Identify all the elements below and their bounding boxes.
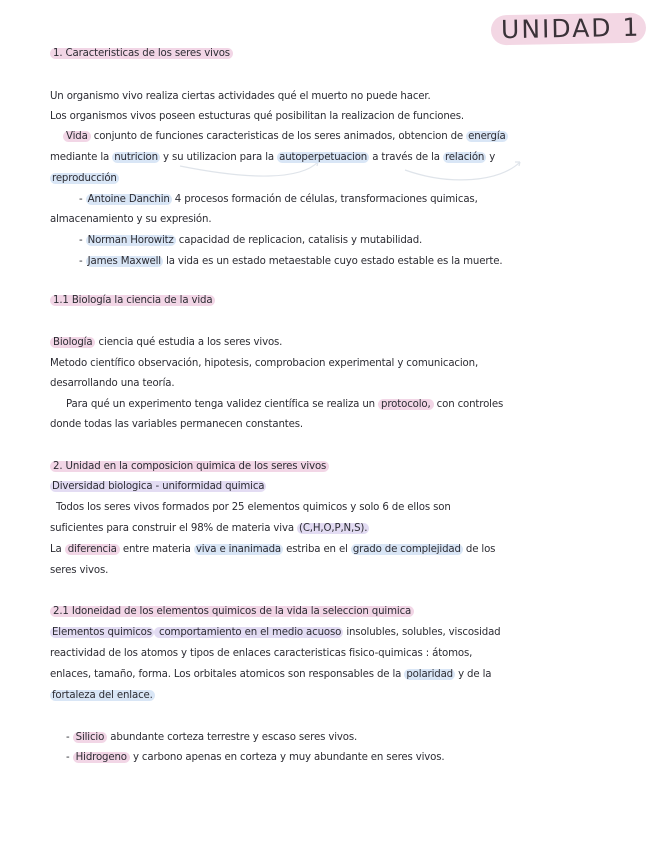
unit-title: UNIDAD 1 (490, 13, 646, 46)
text-line: mediante la nutricion y su utilizacion para la autoperpetuacion a través de la relación y (50, 152, 496, 163)
text-line: fortaleza del enlace. (52, 690, 153, 701)
section-2-heading: 2. Unidad en la composicion quimica de los seres vivos (50, 459, 329, 475)
section-1-heading: 1. Caracteristicas de los seres vivos (50, 46, 233, 62)
section-1-1-heading: 1.1 Biología la ciencia de la vida (50, 293, 215, 309)
text-line: reactividad de los atomos y tipos de enlaces caracteristicas fisico-quimicas : átomos, (50, 648, 473, 659)
text-line: Los organismos vivos poseen estucturas qué posibilitan la realizacion de funciones. (50, 111, 464, 122)
bullet-item: - James Maxwell la vida es un estado metaestable cuyo estado estable es la muerte. (79, 256, 503, 267)
text-line: donde todas las variables permanecen constantes. (50, 419, 303, 430)
bullet-item: - Hidrogeno y carbono apenas en corteza y muy abundante en seres vivos. (66, 752, 445, 763)
text-line: Para qué un experimento tenga validez científica se realiza un protocolo, con controles (66, 399, 504, 410)
text-line: seres vivos. (50, 565, 109, 576)
text-line: desarrollando una teoría. (50, 378, 175, 389)
text-line: Metodo científico observación, hipotesis, comprobacion experimental y comunicacion, (50, 358, 479, 369)
bullet-item: - Silicio abundante corteza terrestre y escaso seres vivos. (66, 732, 358, 743)
subheading: Diversidad biologica - uniformidad quimica (52, 481, 265, 492)
text-line: enlaces, tamaño, forma. Los orbitales atomicos son responsables de la polaridad y de la (50, 669, 492, 680)
bullet-item: - Norman Horowitz capacidad de replicacion, catalisis y mutabilidad. (79, 235, 423, 246)
text-line: Biología ciencia qué estudia a los seres vivos. (50, 335, 282, 351)
term-vida: Vida (63, 131, 91, 142)
section-2-1-heading: 2.1 Idoneidad de los elementos quimicos de la vida la seleccion quimica (50, 604, 414, 620)
text-line: Un organismo vivo realiza ciertas actividades qué el muerto no puede hacer. (50, 91, 431, 102)
bullet-item: - Antoine Danchin 4 procesos formación de células, transformaciones quimicas, (79, 194, 478, 205)
text-line: reproducción (52, 173, 117, 184)
text-line: Todos los seres vivos formados por 25 elementos quimicos y solo 6 de ellos son (56, 502, 451, 513)
text-line: Elementos quimicos comportamiento en el medio acuoso insolubles, solubles, viscosidad (52, 627, 501, 638)
text-line: La diferencia entre materia viva e inanimada estriba en el grado de complejidad de los (50, 544, 496, 555)
text-line: almacenamiento y su expresión. (50, 214, 212, 225)
term-energia: energía (468, 131, 506, 142)
text-line: Vida conjunto de funciones caracteristicas de los seres animados, obtencion de energía (63, 129, 508, 145)
text-line: suficientes para construir el 98% de materia viva (C,H,O,P,N,S). (50, 523, 368, 534)
